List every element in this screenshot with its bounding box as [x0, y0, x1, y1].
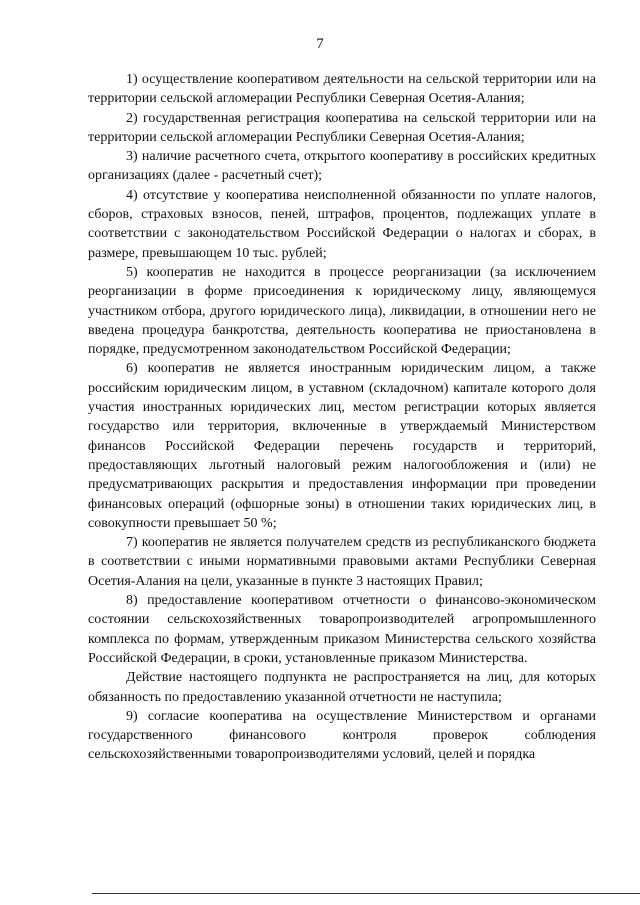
footer-divider [92, 893, 640, 894]
paragraph-item-4: 4) отсутствие у кооператива неисполненной обязанности по уплате налогов, сборов, страховых взносов, пеней, штрафов, процентов, подлежащих уплате в соответствии с законодательством Российской Федерации о налогах и сборах, в размере, превышающем 10 тыс. рублей; [88, 187, 596, 261]
paragraph-item-9: 9) согласие кооператива на осуществление Министерством и органами государственного финансового контроля проверок соблюдения сельскохозяйственными товаропроизводителями условий, целей и порядка [88, 708, 596, 763]
page-number: 7 [316, 36, 324, 52]
paragraph-item-7: 7) кооператив не является получателем средств из республиканского бюджета в соответствии с иными нормативными правовыми актами Республики Северная Осетия-Алания на цели, указанные в пункте 3 настоящих Правил; [88, 535, 596, 589]
paragraph-item-3: 3) наличие расчетного счета, открытого кооперативу в российских кредитных организациях (далее - расчетный счет); [88, 149, 596, 184]
paragraph-item-1: 1) осуществление кооперативом деятельности на сельской территории или на территории сельской агломерации Республики Северная Осетия-Алания; [88, 72, 596, 107]
paragraph-item-8-note: Действие настоящего подпункта не распространяется на лиц, для которых обязанность по предоставлению указанной отчетности не наступила; [88, 670, 596, 705]
document-body [88, 70, 596, 765]
paragraph-item-2: 2) государственная регистрация кооператива на сельской территории или на территории сельской агломерации Республики Северная Осетия-Алания; [88, 110, 596, 145]
paragraph-item-8: 8) предоставление кооперативом отчетности о финансово-экономическом состоянии сельскохозяйственных товаропроизводителей агропромышленного комплекса по формам, утвержденным приказом Министерства сельского хозяйства Российской Федерации, в сроки, установленные приказом Министерства. [88, 593, 596, 666]
paragraph-item-6: 6) кооператив не является иностранным юридическим лицом, а также российским юридическим лицом, в уставном (складочном) капитале которого доля участия иностранных юридических лиц, местом регистрации которых является государство или территория, включенные в утверждаемый Министерством финансов Российской Федерации перечень государств и территорий, предоставляющих льготный налоговый режим налогообложения и (или) не предусматривающих раскрытия и предоставления информации при проведении финансовых операций (офшорные зоны) в отношении таких юридических лиц, в совокупности превышает 50 %; [88, 361, 596, 531]
paragraph-item-5: 5) кооператив не находится в процессе реорганизации (за исключением реорганизации в форме присоединения к юридическому лицу, являющемуся участником отбора, другого юридического лица), ликвидации, в отношении него не введена процедура банкротства, деятельность кооператива не приостановлена в порядке, предусмотренном законодательством Российской Федерации; [88, 264, 596, 358]
